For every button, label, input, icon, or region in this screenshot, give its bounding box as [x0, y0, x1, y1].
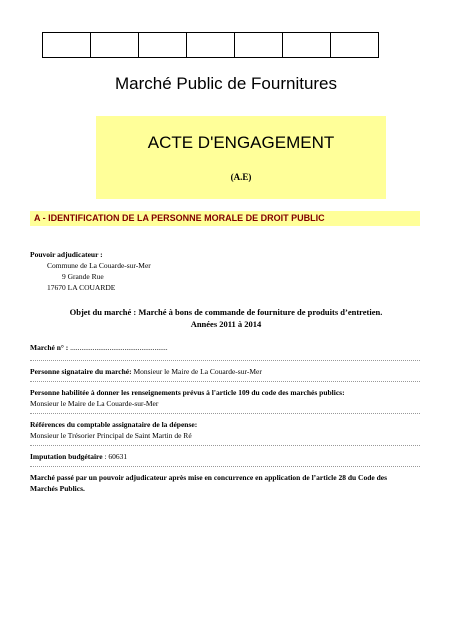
- objet-block: [30, 306, 422, 330]
- reference-box: [43, 33, 91, 57]
- separator: [30, 466, 420, 467]
- comptable-label: Références du comptable assignataire de la dépense:: [30, 420, 198, 429]
- reference-box: [187, 33, 235, 57]
- reference-box: [91, 33, 139, 57]
- document-title: Marché Public de Fournitures: [114, 74, 338, 93]
- panel-subtitle: (A.E): [230, 172, 252, 182]
- comptable-value: Monsieur le Trésorier Principal de Saint Martin de Ré: [30, 431, 192, 440]
- objet-line-1: Objet du marché : Marché à bons de commande de fourniture de produits d’entretien.: [69, 307, 383, 317]
- habilitee-label: Personne habilitée à donner les renseignements prévus à l'article 109 du code des marchés publics:: [30, 388, 345, 397]
- separator: [30, 381, 420, 382]
- habilitee-value: Monsieur le Maire de La Couarde-sur-Mer: [30, 399, 159, 408]
- procedure-line-1: Marché passé par un pouvoir adjudicateur après mise en concurrence en application de l’article 28 du Code des: [30, 473, 388, 482]
- signataire: [30, 367, 262, 377]
- reference-box: [283, 33, 331, 57]
- pouvoir-line-2: 9 Grande Rue: [62, 272, 104, 281]
- pouvoir-line-1: Commune de La Couarde-sur-Mer: [47, 261, 151, 270]
- marche-number-value: ....................................................: [68, 343, 168, 352]
- separator: [30, 413, 420, 414]
- imputation-label: Imputation budgétaire: [30, 452, 103, 461]
- reference-box: [331, 33, 378, 57]
- imputation: [30, 452, 127, 462]
- section-a-header: A - IDENTIFICATION DE LA PERSONNE MORALE DE DROIT PUBLIC: [30, 211, 420, 226]
- signataire-label: Personne signataire du marché:: [30, 367, 132, 376]
- objet-line-2: Années 2011 à 2014: [190, 319, 262, 329]
- separator: [30, 360, 420, 361]
- reference-box: [139, 33, 187, 57]
- pouvoir-line-3: 17670 LA COUARDE: [47, 283, 116, 292]
- pouvoir-label: Pouvoir adjudicateur :: [30, 250, 103, 259]
- reference-boxes: [42, 32, 379, 58]
- reference-box: [235, 33, 283, 57]
- marche-number-label: Marché n° :: [30, 343, 69, 352]
- title-panel: [96, 116, 386, 199]
- signataire-value: Monsieur le Maire de La Couarde-sur-Mer: [131, 367, 262, 376]
- panel-title: ACTE D'ENGAGEMENT: [147, 133, 335, 152]
- marche-number: [30, 343, 168, 353]
- separator: [30, 445, 420, 446]
- procedure-line-2: Marchés Publics.: [30, 484, 85, 493]
- imputation-value: : 60631: [102, 452, 128, 461]
